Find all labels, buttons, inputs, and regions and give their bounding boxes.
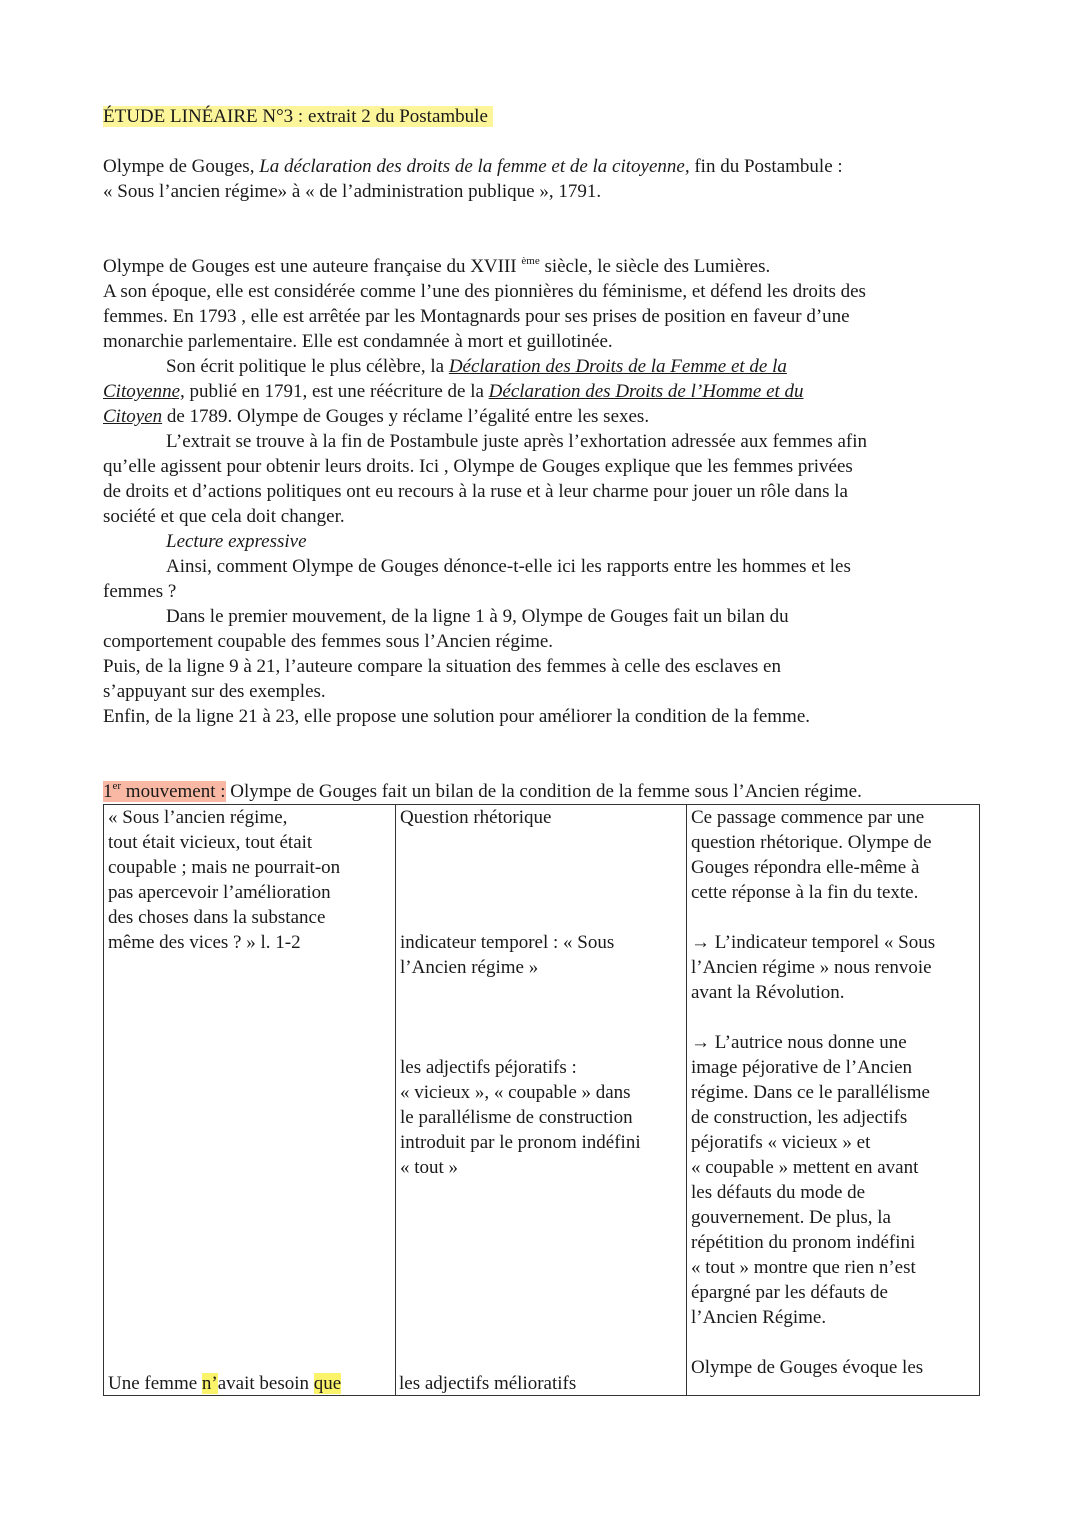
reference-line-2: « Sous l’ancien régime» à « de l’administration publique », 1791. — [103, 181, 602, 202]
document-page — [103, 104, 979, 1396]
citation-cell: « Sous l’ancien régime, tout était vicieux, tout était coupable ; mais ne pourrait-on pas apercevoir l’amélioration des choses dans la substance même des vices ? » l. 1-2 — [104, 805, 396, 1396]
introduction: Olympe de Gouges est une auteure française du XVIII $^{ème}$ siècle, le siècle des Lumières. A son époque, elle est considérée comme l’une des pionnières du féminisme, et défend les droits des femmes. En 1793 , elle est arrêtée par les Montagnards pour ses prises de position en faveur d’une monarchie parlementaire. Elle est condamnée à mort et guillotinée. Son écrit politique le plus célèbre, la Déclaration des Droits de la Femme et de la Citoyenne, publié en 1791, est une réécriture de la Déclaration des Droits de l’Homme et du Citoyen de 1789. Olympe de Gouges y réclame l’égalité entre les sexes. L’extrait se trouve à la fin de Postambule juste après l’exhortation adressée aux femmes afin qu’elle agissent pour obtenir leurs droits. Ici , Olympe de Gouges explique que les femmes privées de droits et d’actions politiques ont eu recours à la ruse et à leur charme pour jouer un rôle dans la société et que cela doit changer. Lecture expressive Ainsi, comment Olympe de Gouges dénonce-t-elle ici les rapports entre les hommes et les femmes ? Dans le premier mouvement, de la ligne 1 à 9, Olympe de Gouges fait un bilan du comportement coupable des femmes sous l’Ancien régime. Puis, de la ligne 9 à 21, l’auteure compare la situation des femmes à celle des esclaves en s’appuyant sur des exemples. Enfin, de la ligne 21 à 23, elle propose une solution pour améliorer la condition de la femme. — [103, 254, 979, 729]
lecture-expressive: Lecture expressive — [166, 531, 307, 552]
procedes-cell: Question rhétorique indicateur temporel : « Sous l’Ancien régime » les adjectifs péjoratifs : « vicieux », « coupable » dans le parallélisme de construction introduit par le pronom indéfini « tout » — [396, 805, 687, 1396]
interpretation-cell: Ce passage commence par une question rhétorique. Olympe de Gouges répondra elle-même à cette réponse à la fin du texte. → L’indicateur temporel « Sous l’Ancien régime » nous renvoie avant la Révolution. → L’autrice nous donne une image péjorative de l’Ancien régime. Dans ce le parallélisme de construction, les adjectifs péjoratifs « vicieux » et « coupable » mettent en avant les défauts du mode de gouvernement. De plus, la répétition du pronom indéfini « tout » montre que rien n’est épargné par les défauts de l’Ancien Régime. Olympe de Gouges évoque les — [687, 805, 980, 1396]
movement-heading: 1er mouvement : Olympe de Gouges fait un bilan de la condition de la femme sous l’Ancien régime. — [103, 779, 862, 802]
movement-label: 1er mouvement : — [103, 779, 226, 802]
work-title: La déclaration des droits de la femme et de la citoyenne, — [259, 156, 690, 177]
analysis-table — [103, 804, 980, 1396]
problematique: Ainsi, comment Olympe de Gouges dénonce-t-elle ici les rapports entre les hommes et les — [166, 556, 851, 577]
declaration-homme-link: Déclaration des Droits de l’Homme et du — [488, 381, 804, 402]
document-title — [103, 104, 979, 129]
declaration-femme-link: Déclaration des Droits de la Femme et de la — [448, 356, 787, 377]
reference-line-1: Olympe de Gouges, La déclaration des droits de la femme et de la citoyenne, fin du Postambule : — [103, 156, 843, 177]
row2-procede: les adjectifs mélioratifs — [399, 1373, 577, 1394]
row2-citation: Une femme n’avait besoin que — [108, 1373, 342, 1394]
title-highlight: ÉTUDE LINÉAIRE N°3 : extrait 2 du Postambule — [103, 106, 493, 127]
table-row — [104, 805, 980, 1396]
